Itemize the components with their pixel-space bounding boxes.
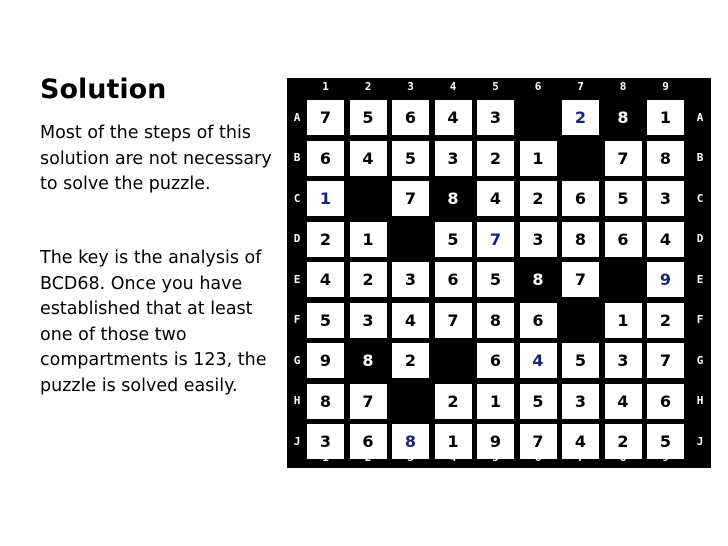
puzzle-cell-F4[interactable]: 7: [435, 303, 472, 338]
puzzle-cell-H5[interactable]: 1: [477, 384, 514, 419]
puzzle-cell-C5[interactable]: 4: [477, 181, 514, 216]
puzzle-cell-A8[interactable]: 8: [605, 100, 642, 135]
puzzle-cell-D1[interactable]: 2: [307, 222, 344, 257]
puzzle-cell-H9[interactable]: 6: [647, 384, 684, 419]
puzzle-cell-H8[interactable]: 4: [605, 384, 642, 419]
row-label-left: D: [293, 232, 301, 245]
puzzle-cell-A4[interactable]: 4: [435, 100, 472, 135]
puzzle-cell-J5[interactable]: 9: [477, 424, 514, 459]
puzzle-cell-B9[interactable]: 8: [647, 141, 684, 176]
puzzle-cell-E5[interactable]: 5: [477, 262, 514, 297]
puzzle-cell-D8[interactable]: 6: [605, 222, 642, 257]
puzzle-cell-D9[interactable]: 4: [647, 222, 684, 257]
str8ts-board: [287, 78, 711, 468]
puzzle-cell-G2[interactable]: 8: [350, 343, 387, 378]
puzzle-cell-G7[interactable]: 5: [562, 343, 599, 378]
puzzle-cell-H1[interactable]: 8: [307, 384, 344, 419]
puzzle-cell-J3[interactable]: 8: [392, 424, 429, 459]
puzzle-cell-E8[interactable]: [605, 262, 642, 297]
row-label-left: J: [293, 434, 301, 448]
row-label-left: E: [293, 272, 301, 286]
puzzle-cell-A7[interactable]: 2: [562, 100, 599, 135]
slide-paragraph-2: The key is the analysis of BCD68. Once you have established that at least one of those two compartments is 123, the puzzle is solved easily.: [40, 248, 267, 396]
puzzle-cell-A3[interactable]: 6: [392, 100, 429, 135]
puzzle-cell-G6[interactable]: 4: [520, 343, 557, 378]
row-label-right: B: [696, 151, 704, 164]
puzzle-cell-E3[interactable]: 3: [392, 262, 429, 297]
puzzle-cell-H6[interactable]: 5: [520, 384, 557, 419]
col-label-top: 2: [364, 80, 372, 93]
slide-title: Solution: [40, 74, 167, 105]
puzzle-cell-G4[interactable]: [435, 343, 472, 378]
puzzle-cell-D7[interactable]: 8: [562, 222, 599, 257]
col-label-top: 8: [619, 80, 627, 93]
puzzle-cell-F6[interactable]: 6: [520, 303, 557, 338]
row-label-right: D: [696, 232, 704, 245]
puzzle-cell-A1[interactable]: 7: [307, 100, 344, 135]
puzzle-cell-E9[interactable]: 9: [647, 262, 684, 297]
row-label-left: C: [293, 191, 301, 205]
puzzle-cell-D2[interactable]: 1: [350, 222, 387, 257]
col-label-top: 9: [662, 80, 669, 93]
col-label-top: 5: [492, 80, 499, 93]
puzzle-cell-A2[interactable]: 5: [350, 100, 387, 135]
puzzle-cell-B2[interactable]: 4: [350, 141, 387, 176]
col-label-top: 3: [407, 80, 414, 93]
puzzle-cell-B1[interactable]: 6: [307, 141, 344, 176]
puzzle-cell-J8[interactable]: 2: [605, 424, 642, 459]
puzzle-cell-C7[interactable]: 6: [562, 181, 599, 216]
puzzle-cell-B8[interactable]: 7: [605, 141, 642, 176]
puzzle-cell-G1[interactable]: 9: [307, 343, 344, 378]
puzzle-cell-F2[interactable]: 3: [350, 303, 387, 338]
puzzle-cell-C6[interactable]: 2: [520, 181, 557, 216]
puzzle-cell-B4[interactable]: 3: [435, 141, 472, 176]
puzzle-cell-G9[interactable]: 7: [647, 343, 684, 378]
puzzle-cell-C4[interactable]: 8: [435, 181, 472, 216]
puzzle-cell-F9[interactable]: 2: [647, 303, 684, 338]
puzzle-cell-D6[interactable]: 3: [520, 222, 557, 257]
puzzle-cell-B5[interactable]: 2: [477, 141, 514, 176]
puzzle-cell-H2[interactable]: 7: [350, 384, 387, 419]
puzzle-cell-D4[interactable]: 5: [435, 222, 472, 257]
puzzle-cell-H7[interactable]: 3: [562, 384, 599, 419]
row-label-left: B: [293, 151, 301, 164]
row-label-right: H: [696, 394, 704, 407]
slide-paragraph-1: Most of the steps of this solution are not necessary to solve the puzzle.: [40, 123, 272, 195]
puzzle-cell-J9[interactable]: 5: [647, 424, 684, 459]
row-label-right: A: [696, 110, 704, 124]
puzzle-cell-B7[interactable]: [562, 141, 599, 176]
row-label-left: G: [293, 353, 301, 367]
puzzle-cell-F3[interactable]: 4: [392, 303, 429, 338]
puzzle-cell-G5[interactable]: 6: [477, 343, 514, 378]
row-label-right: J: [696, 434, 704, 448]
puzzle-cell-J6[interactable]: 7: [520, 424, 557, 459]
puzzle-cell-C2[interactable]: [350, 181, 387, 216]
puzzle-cell-D5[interactable]: 7: [477, 222, 514, 257]
puzzle-cell-D3[interactable]: [392, 222, 429, 257]
puzzle-cell-A9[interactable]: 1: [647, 100, 684, 135]
puzzle-cell-B6[interactable]: 1: [520, 141, 557, 176]
puzzle-cell-F8[interactable]: 1: [605, 303, 642, 338]
puzzle-cell-C3[interactable]: 7: [392, 181, 429, 216]
puzzle-cell-E1[interactable]: 4: [307, 262, 344, 297]
puzzle-cell-G8[interactable]: 3: [605, 343, 642, 378]
col-label-top: 4: [449, 80, 457, 93]
puzzle-cell-J7[interactable]: 4: [562, 424, 599, 459]
puzzle-cell-H4[interactable]: 2: [435, 384, 472, 419]
row-label-left: H: [293, 394, 301, 407]
row-label-left: A: [293, 110, 301, 124]
puzzle-cell-E2[interactable]: 2: [350, 262, 387, 297]
puzzle-cell-E7[interactable]: 7: [562, 262, 599, 297]
puzzle-cell-B3[interactable]: 5: [392, 141, 429, 176]
puzzle-cell-A6[interactable]: [520, 100, 557, 135]
puzzle-cell-F5[interactable]: 8: [477, 303, 514, 338]
puzzle-cell-J4[interactable]: 1: [435, 424, 472, 459]
row-label-right: G: [696, 353, 704, 367]
puzzle-cell-C9[interactable]: 3: [647, 181, 684, 216]
puzzle-cell-G3[interactable]: 2: [392, 343, 429, 378]
row-label-right: F: [696, 313, 704, 326]
puzzle-cell-E4[interactable]: 6: [435, 262, 472, 297]
col-label-top: 6: [534, 80, 542, 93]
puzzle-cell-J2[interactable]: 6: [350, 424, 387, 459]
puzzle-cell-F7[interactable]: [562, 303, 599, 338]
row-label-right: E: [696, 272, 704, 286]
puzzle-cell-H3[interactable]: [392, 384, 429, 419]
col-label-top: 7: [577, 80, 584, 93]
row-label-right: C: [696, 191, 704, 205]
puzzle-cell-E6[interactable]: 8: [520, 262, 557, 297]
puzzle-cell-C8[interactable]: 5: [605, 181, 642, 216]
col-label-top: 1: [322, 80, 329, 93]
puzzle-cell-F1[interactable]: 5: [307, 303, 344, 338]
puzzle-cell-J1[interactable]: 3: [307, 424, 344, 459]
row-label-left: F: [293, 313, 301, 326]
puzzle-cell-C1[interactable]: 1: [307, 181, 344, 216]
puzzle-cell-A5[interactable]: 3: [477, 100, 514, 135]
